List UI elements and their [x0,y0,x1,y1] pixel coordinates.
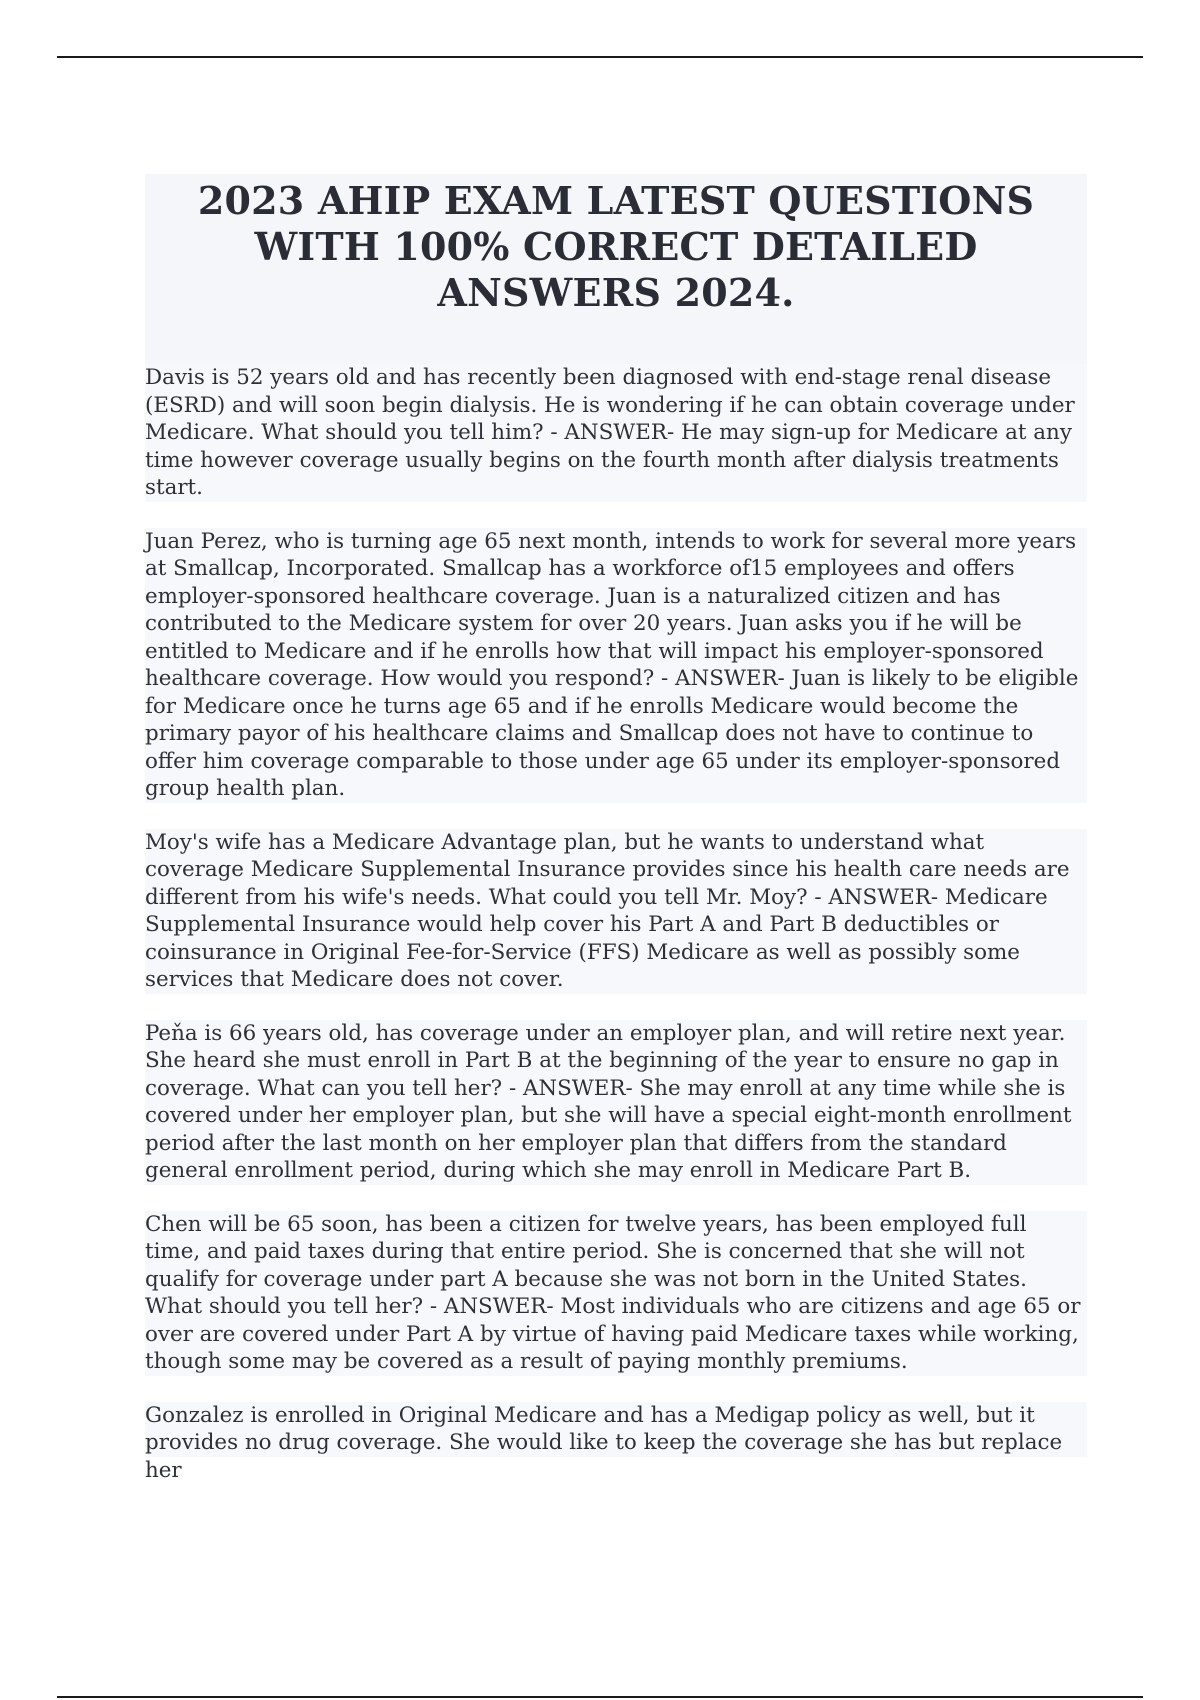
title-line-3: ANSWERS 2024. [437,270,795,315]
qa-item-pena: Peňa is 66 years old, has coverage under an employer plan, and will retire next year. She heard she must enroll in Part B at the beginning of the year to ensure no gap in coverage. What can you tell her? - ANSWER- She may enroll at any time while she is covered under her employer plan, but she will have a special eight-month enrollment period after the last month on her employer plan that differs from the standard general enrollment period, during which she may enroll in Medicare Part B. [145,1020,1087,1185]
qa-item-moy: Moy's wife has a Medicare Advantage plan, but he wants to understand what coverage Medicare Supplemental Insurance provides since his health care needs are different from his wife's needs. What could you tell Mr. Moy? - ANSWER- Medicare Supplemental Insurance would help cover his Part A and Part B deductibles or coinsurance in Original Fee-for-Service (FFS) Medicare as well as possibly some services that Medicare does not cover. [145,829,1087,994]
qa-item-davis: Davis is 52 years old and has recently been diagnosed with end-stage renal disease (ESRD) and will soon begin dialysis. He is wondering if he can obtain coverage under Medicare. What should you tell him? - ANSWER- He may sign-up for Medicare at any time however coverage usually begins on the fourth month after dialysis treatments start. [145,364,1087,502]
title-block [145,174,1087,364]
title-line-1: 2023 AHIP EXAM LATEST QUESTIONS [197,178,1035,223]
header-rule [57,56,1143,58]
qa-item-juan-perez: Juan Perez, who is turning age 65 next month, intends to work for several more years at Smallcap, Incorporated. Smallcap has a workforce of15 employees and offers employer-sponsored healthcare coverage. Juan is a naturalized citizen and has contributed to the Medicare system for over 20 years. Juan asks you if he will be entitled to Medicare and if he enrolls how that will impact his employer-sponsored healthcare coverage. How would you respond? - ANSWER- Juan is likely to be eligible for Medicare once he turns age 65 and if he enrolls Medicare would become the primary payor of his healthcare claims and Smallcap does not have to continue to offer him coverage comparable to those under age 65 under its employer-sponsored group health plan. [145,528,1087,803]
title-line-2: WITH 100% CORRECT DETAILED [254,224,978,269]
document-title [145,174,1087,316]
qa-list [145,364,1087,1483]
qa-item-chen: Chen will be 65 soon, has been a citizen for twelve years, has been employed full time, and paid taxes during that entire period. She is concerned that she will not qualify for coverage under part A because she was not born in the United States. What should you tell her? - ANSWER- Most individuals who are citizens and age 65 or over are covered under Part A by virtue of having paid Medicare taxes while working, though some may be covered as a result of paying monthly premiums. [145,1211,1087,1376]
footer-rule [57,1696,1143,1698]
qa-item-gonzalez: Gonzalez is enrolled in Original Medicare and has a Medigap policy as well, but it provides no drug coverage. She would like to keep the coverage she has but replace her [145,1402,1087,1457]
